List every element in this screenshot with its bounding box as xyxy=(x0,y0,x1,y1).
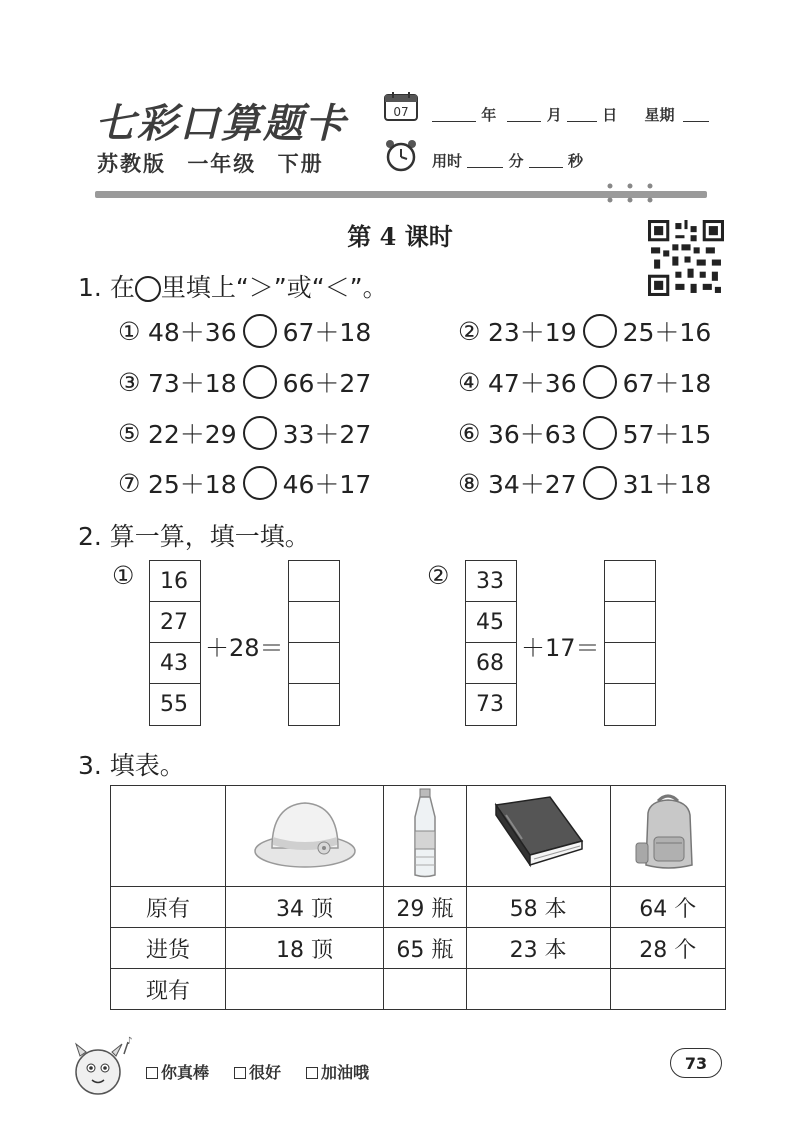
answer-circle[interactable] xyxy=(243,365,277,399)
answer-cell[interactable] xyxy=(466,969,610,1010)
grade: 一年级 xyxy=(187,152,257,176)
table-cell: 23 本 xyxy=(466,928,610,969)
time-line: 用时 分 秒 xyxy=(432,152,583,170)
rule-ornament-icon xyxy=(607,182,613,204)
answer-circle[interactable] xyxy=(243,466,277,500)
answer-circle[interactable] xyxy=(583,365,617,399)
corner-cell xyxy=(111,786,226,887)
circle-symbol xyxy=(135,276,161,302)
rating-option[interactable]: 你真棒 xyxy=(146,1060,209,1083)
addend-cell: 55 xyxy=(160,692,188,717)
hat-icon xyxy=(250,793,360,873)
month-blank[interactable] xyxy=(507,107,541,122)
checkbox-icon[interactable] xyxy=(234,1067,246,1079)
answer-cell[interactable] xyxy=(605,684,655,725)
row-label: 进货 xyxy=(111,928,226,969)
answer-cell[interactable] xyxy=(384,969,467,1010)
table-cell: 29 瓶 xyxy=(384,887,467,928)
addend-column xyxy=(465,560,517,726)
addend-cell: 16 xyxy=(150,561,200,602)
compare-item: ① 48＋36 67＋18 xyxy=(118,313,371,349)
answer-cell[interactable] xyxy=(289,684,339,725)
checkbox-icon[interactable] xyxy=(306,1067,318,1079)
answer-circle[interactable] xyxy=(583,466,617,500)
minutes-blank[interactable] xyxy=(467,153,503,168)
operation: ＋17＝ xyxy=(521,634,600,662)
group-number: ① xyxy=(112,561,135,590)
compare-item: ④ 47＋36 67＋18 xyxy=(458,364,711,400)
answer-cell[interactable] xyxy=(605,643,655,684)
item-cell xyxy=(610,786,725,887)
table-cell: 18 顶 xyxy=(226,928,384,969)
addend-cell: 73 xyxy=(476,692,504,717)
answer-cell[interactable] xyxy=(289,643,339,684)
header-rule xyxy=(95,191,707,198)
volume: 下册 xyxy=(277,152,324,176)
table-row xyxy=(111,887,726,928)
page-number: 73 xyxy=(670,1048,722,1078)
calendar-icon xyxy=(384,91,418,121)
answer-cell[interactable] xyxy=(289,602,339,643)
checkbox-icon[interactable] xyxy=(146,1067,158,1079)
edition: 苏教版 xyxy=(97,152,166,176)
addend-cell: 43 xyxy=(150,643,200,684)
picture-row xyxy=(111,786,726,887)
operation: ＋28＝ xyxy=(205,634,284,662)
mascot-icon xyxy=(66,1034,136,1100)
rule-ornament-icon xyxy=(627,182,633,204)
table-cell: 58 本 xyxy=(466,887,610,928)
answer-cell[interactable] xyxy=(605,602,655,643)
addend-cell: 68 xyxy=(466,643,516,684)
rule-ornament-icon xyxy=(647,182,653,204)
answer-cell[interactable] xyxy=(289,561,339,602)
addend-cell: 45 xyxy=(466,602,516,643)
row-label: 现有 xyxy=(111,969,226,1010)
table-row xyxy=(111,928,726,969)
answer-circle[interactable] xyxy=(243,314,277,348)
weekday-blank[interactable] xyxy=(683,107,709,122)
compare-item: ⑥ 36＋63 57＋15 xyxy=(458,415,711,451)
table-row xyxy=(111,969,726,1010)
calendar-day: 07 xyxy=(393,105,409,119)
question-1-title: 1. 在 里填上“＞”或“＜”。 xyxy=(78,273,388,302)
qr-code-icon[interactable] xyxy=(648,220,724,296)
table-cell: 64 个 xyxy=(610,887,725,928)
answer-column xyxy=(604,560,656,726)
compare-item: ② 23＋19 25＋16 xyxy=(458,313,711,349)
question-2-title: 2. 算一算，填一填。 xyxy=(78,522,310,551)
water-bottle-icon xyxy=(405,787,445,879)
answer-circle[interactable] xyxy=(583,416,617,450)
answer-column xyxy=(288,560,340,726)
rating-option[interactable]: 很好 xyxy=(234,1060,281,1083)
item-cell xyxy=(466,786,610,887)
row-label: 原有 xyxy=(111,887,226,928)
answer-circle[interactable] xyxy=(243,416,277,450)
addend-cell: 27 xyxy=(150,602,200,643)
group-number: ② xyxy=(427,561,450,590)
table-cell: 34 顶 xyxy=(226,887,384,928)
addend-cell: 33 xyxy=(466,561,516,602)
item-cell xyxy=(384,786,467,887)
date-line: 年 月 日 星期 xyxy=(432,104,709,125)
backpack-icon xyxy=(628,791,708,875)
table-cell: 28 个 xyxy=(610,928,725,969)
answer-circle[interactable] xyxy=(583,314,617,348)
day-blank[interactable] xyxy=(567,107,597,122)
year-blank[interactable] xyxy=(432,107,476,122)
compare-item: ⑦ 25＋18 46＋17 xyxy=(118,465,371,501)
table-cell: 65 瓶 xyxy=(384,928,467,969)
answer-cell[interactable] xyxy=(226,969,384,1010)
alarm-clock-icon xyxy=(384,138,418,172)
brand-title: 七彩口算题卡 xyxy=(95,100,347,147)
lesson-title: 第 4 课时 xyxy=(347,222,453,251)
rating-option[interactable]: 加油哦 xyxy=(306,1060,369,1083)
item-cell xyxy=(226,786,384,887)
question-3-title: 3. 填表。 xyxy=(78,751,185,780)
fill-table xyxy=(110,785,726,1010)
answer-cell[interactable] xyxy=(605,561,655,602)
compare-item: ⑧ 34＋27 31＋18 xyxy=(458,465,711,501)
book-icon xyxy=(488,793,588,873)
addend-column xyxy=(149,560,201,726)
answer-cell[interactable] xyxy=(610,969,725,1010)
svg-text:♪: ♪ xyxy=(126,1036,133,1047)
edition-subtitle xyxy=(97,148,324,178)
compare-item: ⑤ 22＋29 33＋27 xyxy=(118,415,371,451)
compare-item: ③ 73＋18 66＋27 xyxy=(118,364,371,400)
seconds-blank[interactable] xyxy=(529,153,563,168)
